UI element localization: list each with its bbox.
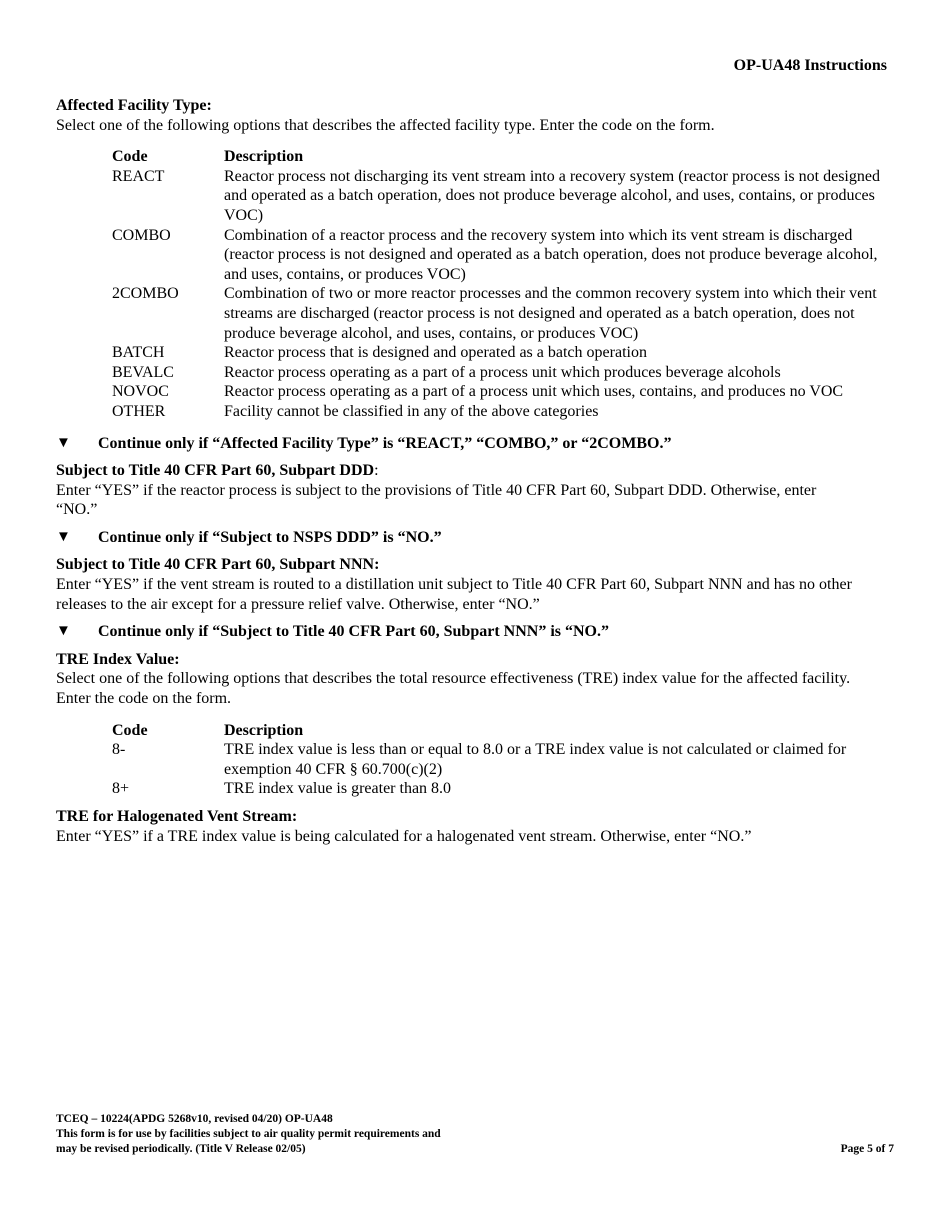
column-header-description: Description [224, 721, 304, 739]
description-cell: Reactor process operating as a part of a process unit which uses, contains, and produces no VOC [224, 383, 844, 401]
code-cell: REACT [112, 167, 165, 185]
code-cell: 2COMBO [112, 285, 179, 303]
facility-type-table [112, 147, 889, 421]
nnn-text: Enter “YES” if the vent stream is routed to a distillation unit subject to Title 40 CFR Part 60, Subpart NNN and has no other releases to the air except for a pressure relief valve. Otherwise, enter “NO.” [56, 576, 852, 613]
continue-text: Continue only if “Subject to NSPS DDD” is “NO.” [98, 528, 442, 546]
table-row [112, 740, 889, 779]
table-row [112, 167, 889, 226]
tre-table [112, 721, 889, 799]
column-header-code: Code [112, 148, 148, 166]
table-row [112, 343, 889, 363]
description-cell: Reactor process that is designed and operated as a batch operation [224, 344, 647, 362]
down-triangle-icon: ▼ [56, 623, 71, 640]
facility-type-title: Affected Facility Type: [56, 97, 212, 114]
footer-form-id: TCEQ – 10224(APDG 5268v10, revised 04/20) OP-UA48 [56, 1113, 333, 1125]
code-cell: OTHER [112, 402, 166, 420]
column-header-code: Code [112, 721, 148, 739]
footer-notice-line2: may be revised periodically. (Title V Release 02/05) [56, 1143, 306, 1155]
down-triangle-icon: ▼ [56, 528, 71, 545]
page-title: OP-UA48 Instructions [733, 57, 887, 74]
description-cell: Combination of a reactor process and the recovery system into which its vent stream is discharged (reactor process is not designed and operated as a batch operation, does not produce beverage alcohol, and uses, contains, or produces VOC) [224, 226, 878, 283]
ddd-title-line [56, 461, 896, 481]
code-cell: NOVOC [112, 383, 169, 401]
footer-notice-line1: This form is for use by facilities subject to air quality permit requirements and [56, 1128, 441, 1140]
page-number: Page 5 of 7 [840, 1143, 894, 1155]
continue-instruction [56, 434, 896, 454]
continue-instruction [56, 622, 896, 642]
table-row [112, 402, 889, 422]
document-body [56, 96, 896, 846]
description-cell: Combination of two or more reactor processes and the common recovery system into which their vent streams are discharged (reactor process is not designed and operated as a batch operation, does not produce beverage alcohol, and uses, contains, or produces VOC) [224, 285, 877, 342]
code-cell: 8- [112, 741, 126, 759]
table-row [112, 226, 889, 285]
ddd-title: Subject to Title 40 CFR Part 60, Subpart DDD [56, 462, 375, 480]
ddd-text: Enter “YES” if the reactor process is subject to the provisions of Title 40 CFR Part 60, Subpart DDD. Otherwise, enter “NO.” [56, 481, 817, 519]
description-cell: TRE index value is greater than 8.0 [224, 780, 452, 798]
code-cell: BEVALC [112, 363, 174, 381]
tre-title: TRE Index Value: [56, 650, 180, 668]
table-row [112, 382, 889, 402]
nnn-title: Subject to Title 40 CFR Part 60, Subpart NNN: [56, 556, 380, 574]
code-cell: BATCH [112, 344, 165, 362]
table-row [112, 363, 889, 383]
description-cell: Reactor process operating as a part of a process unit which produces beverage alcohols [224, 363, 781, 381]
tre-intro: Select one of the following options that describes the total resource effectiveness (TRE) index value for the affected facility. Enter the code on the form. [56, 670, 851, 708]
down-triangle-icon: ▼ [56, 434, 71, 451]
table-row [112, 779, 889, 799]
ddd-title-suffix: : [374, 462, 379, 480]
halogen-text: Enter “YES” if a TRE index value is being calculated for a halogenated vent stream. Otherwise, enter “NO.” [56, 827, 752, 845]
code-cell: 8+ [112, 780, 130, 798]
code-cell: COMBO [112, 226, 171, 244]
table-row [112, 284, 889, 343]
description-cell: Facility cannot be classified in any of the above categories [224, 402, 599, 420]
column-header-description: Description [224, 148, 304, 166]
halogen-title: TRE for Halogenated Vent Stream: [56, 808, 298, 825]
continue-text: Continue only if “Subject to Title 40 CFR Part 60, Subpart NNN” is “NO.” [98, 623, 609, 641]
continue-instruction [56, 528, 896, 548]
continue-text: Continue only if “Affected Facility Type” is “REACT,” “COMBO,” or “2COMBO.” [98, 434, 672, 452]
description-cell: Reactor process not discharging its vent stream into a recovery system (reactor process is not designed and operated as a batch operation, does not produce beverage alcohol, and uses, contains, or produces VOC) [224, 167, 880, 224]
description-cell: TRE index value is less than or equal to 8.0 or a TRE index value is not calculated or claimed for exemption 40 CFR § 60.700(c)(2) [224, 741, 847, 778]
page-footer [56, 1112, 894, 1157]
facility-type-intro: Select one of the following options that describes the affected facility type. Enter the code on the form. [56, 116, 715, 134]
